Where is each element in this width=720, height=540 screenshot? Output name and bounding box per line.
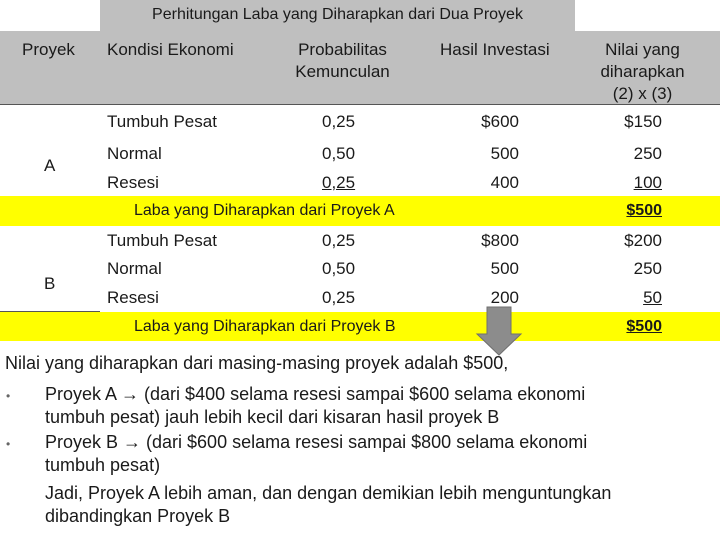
kondisi-cell: Resesi bbox=[107, 288, 159, 307]
header-proyek: Proyek bbox=[22, 40, 75, 59]
hasil-cell: 200 bbox=[490, 288, 519, 307]
header-kondisi: Kondisi Ekonomi bbox=[107, 40, 234, 59]
bullet-2-line-2: tumbuh pesat) bbox=[45, 455, 161, 475]
prob-cell: 0,50 bbox=[322, 144, 356, 163]
prob-cell: 0,25 bbox=[322, 288, 356, 307]
hasil-cell: $800 bbox=[481, 231, 519, 250]
nilai-cell: $200 bbox=[624, 231, 662, 250]
bullet-marker: • bbox=[6, 437, 11, 451]
project-a-total-value: $500 bbox=[626, 202, 662, 219]
prob-cell: 0,50 bbox=[322, 259, 356, 278]
header-hasil: Hasil Investasi bbox=[440, 40, 550, 59]
conclusion-line-1: Jadi, Proyek A lebih aman, dan dengan demikian lebih menguntungkan bbox=[45, 483, 612, 503]
nilai-cell: $150 bbox=[624, 112, 662, 131]
header-prob-2: Kemunculan bbox=[295, 62, 390, 81]
kondisi-cell: Normal bbox=[107, 259, 162, 278]
project-b-total-value: $500 bbox=[626, 318, 662, 335]
header-nilai-1: Nilai yang bbox=[605, 40, 680, 59]
conclusion-line-2: dibandingkan Proyek B bbox=[45, 506, 231, 526]
prob-cell: 0,25 bbox=[322, 173, 356, 192]
prob-cell: 0,25 bbox=[322, 231, 356, 250]
project-b-total-label: Laba yang Diharapkan dari Proyek B bbox=[134, 318, 396, 335]
down-arrow-icon bbox=[475, 306, 523, 356]
project-a-total-label: Laba yang Diharapkan dari Proyek A bbox=[134, 202, 395, 219]
prob-cell: 0,25 bbox=[322, 112, 356, 131]
kondisi-cell: Resesi bbox=[107, 173, 159, 192]
project-a-label: A bbox=[44, 156, 56, 175]
hasil-cell: 500 bbox=[490, 144, 519, 163]
nilai-cell: 250 bbox=[633, 144, 662, 163]
nilai-cell: 50 bbox=[643, 288, 662, 307]
bullet-marker: • bbox=[6, 389, 11, 403]
header-divider bbox=[0, 104, 720, 105]
table-title: Perhitungan Laba yang Diharapkan dari Dua Proyek bbox=[152, 6, 523, 23]
bullet-1-line-2: tumbuh pesat) jauh lebih kecil dari kisaran hasil proyek B bbox=[45, 407, 500, 427]
bullet-2-line-1: Proyek B → (dari $600 selama resesi sampai $800 selama ekonomi bbox=[45, 432, 588, 452]
header-nilai-2: diharapkan bbox=[600, 62, 685, 81]
hasil-cell: 500 bbox=[490, 259, 519, 278]
kondisi-cell: Tumbuh Pesat bbox=[107, 112, 217, 131]
kondisi-cell: Normal bbox=[107, 144, 162, 163]
header-nilai-3: (2) x (3) bbox=[612, 84, 673, 103]
nilai-cell: 100 bbox=[633, 173, 662, 192]
hasil-cell: 400 bbox=[490, 173, 519, 192]
notes-intro: Nilai yang diharapkan dari masing-masing proyek adalah $500, bbox=[5, 353, 509, 373]
header-prob-1: Probabilitas bbox=[298, 40, 387, 59]
bullet-1-line-1: Proyek A → (dari $400 selama resesi sampai $600 selama ekonomi bbox=[45, 384, 586, 404]
hasil-cell: $600 bbox=[481, 112, 519, 131]
kondisi-cell: Tumbuh Pesat bbox=[107, 231, 217, 250]
project-b-label: B bbox=[44, 274, 56, 293]
nilai-cell: 250 bbox=[633, 259, 662, 278]
